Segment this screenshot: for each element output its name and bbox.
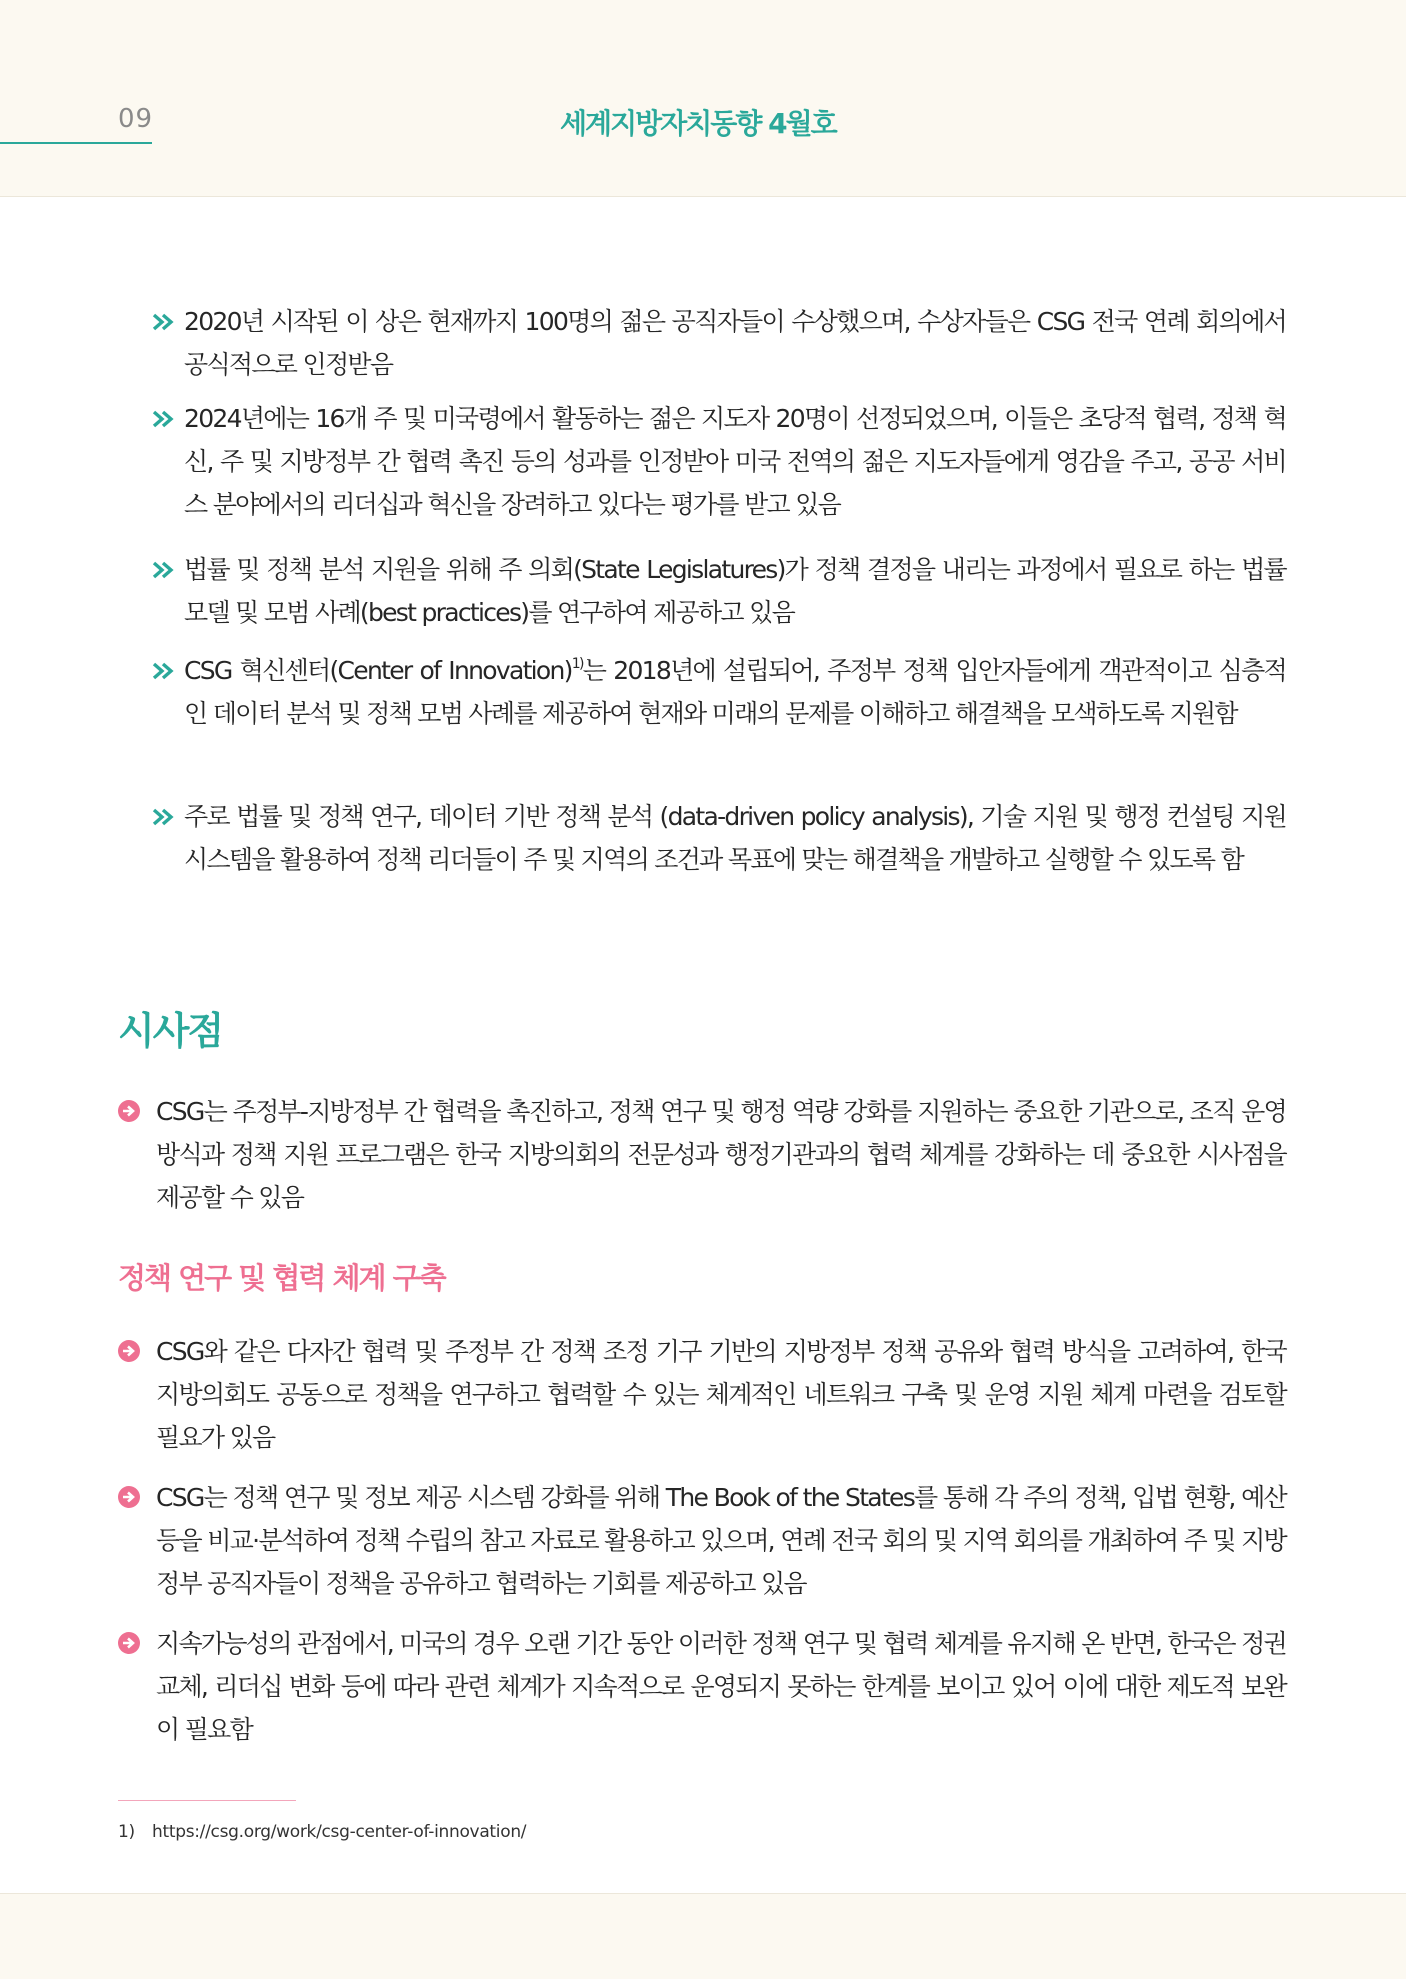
footnote-rule <box>118 1800 296 1801</box>
bullet-item: 법률 및 정책 분석 지원을 위해 주 의회(State Legislatures)가 정책 결정을 내리는 과정에서 필요로 하는 법률 모델 및 모범 사례(best practices)를 연구하여 제공하고 있음 <box>184 555 1286 627</box>
bullet-item: 주로 법률 및 정책 연구, 데이터 기반 정책 분석 (data-driven policy analysis), 기술 지원 및 행정 컨설팅 지원 시스템을 활용하여 정책 리더들이 주 및 지역의 조건과 목표에 맞는 해결책을 개발하고 실행할 수 있도록 함 <box>184 802 1286 874</box>
footnote-reference[interactable]: 1) <box>571 656 583 672</box>
subsection-title: 정책 연구 및 협력 체계 구축 <box>118 1261 445 1295</box>
circle-arrow-right-icon <box>118 1486 140 1508</box>
bullet-item: 2020년 시작된 이 상은 현재까지 100명의 젊은 공직자들이 수상했으며, 수상자들은 CSG 전국 연례 회의에서 공식적으로 인정받음 <box>184 307 1286 379</box>
implication-item: CSG와 같은 다자간 협력 및 주정부 간 정책 조정 기구 기반의 지방정부 정책 공유와 협력 방식을 고려하여, 한국 지방의회도 공동으로 정책을 연구하고 협력할 수 있는 체계적인 네트워크 구축 및 운영 지원 체계 마련을 검토할 필요가 있음 <box>156 1337 1286 1452</box>
section-title: 시사점 <box>118 1009 223 1053</box>
page-header <box>0 0 1406 197</box>
page-number: 09 <box>118 104 154 134</box>
double-chevron-right-icon <box>152 410 178 428</box>
bullet-text: CSG 혁신센터(Center of Innovation) <box>184 656 572 685</box>
bullet-item: 2024년에는 16개 주 및 미국령에서 활동하는 젊은 지도자 20명이 선정되었으며, 이들은 초당적 협력, 정책 혁신, 주 및 지방정부 간 협력 촉진 등의 성과를 인정받아 미국 전역의 젊은 지도자들에게 영감을 주고, 공공 서비스 분야에서의 리더십과 혁신을 장려하고 있다는 평가를 받고 있음 <box>184 404 1286 519</box>
header-rule <box>0 142 152 144</box>
double-chevron-right-icon <box>152 662 178 680</box>
circle-arrow-right-icon <box>118 1100 140 1122</box>
bullet-item <box>184 649 1286 735</box>
bullet-text: 는 2018년에 설립되어, 주정부 정책 입안자들에게 객관적이고 심층적인 데이터 분석 및 정책 모범 사례를 제공하여 현재와 미래의 문제를 이해하고 해결책을 모색하도록 지원함 <box>184 656 1287 728</box>
implication-item: CSG는 정책 연구 및 정보 제공 시스템 강화를 위해 The Book of the States를 통해 각 주의 정책, 입법 현황, 예산 등을 비교·분석하여 정책 수립의 참고 자료로 활용하고 있으며, 연례 전국 회의 및 지역 회의를 개최하여 주 및 지방정부 공직자들이 정책을 공유하고 협력하는 기회를 제공하고 있음 <box>156 1483 1286 1598</box>
section-intro: CSG는 주정부-지방정부 간 협력을 촉진하고, 정책 연구 및 행정 역량 강화를 지원하는 중요한 기관으로, 조직 운영 방식과 정책 지원 프로그램은 한국 지방의회의 전문성과 행정기관과의 협력 체계를 강화하는 데 중요한 시사점을 제공할 수 있음 <box>156 1097 1286 1212</box>
circle-arrow-right-icon <box>118 1340 140 1362</box>
double-chevron-right-icon <box>152 313 178 331</box>
footnote-number: 1) <box>118 1822 135 1842</box>
publication-title: 세계지방자치동향 4월호 <box>560 107 836 140</box>
double-chevron-right-icon <box>152 561 178 579</box>
page-footer <box>0 1893 1406 1979</box>
circle-arrow-right-icon <box>118 1632 140 1654</box>
footnote <box>118 1822 526 1842</box>
implication-item: 지속가능성의 관점에서, 미국의 경우 오랜 기간 동안 이러한 정책 연구 및 협력 체계를 유지해 온 반면, 한국은 정권 교체, 리더십 변화 등에 따라 관련 체계가 지속적으로 운영되지 못하는 한계를 보이고 있어 이에 대한 제도적 보완이 필요함 <box>156 1629 1286 1744</box>
footnote-link[interactable]: https://csg.org/work/csg-center-of-innovation/ <box>152 1822 527 1842</box>
double-chevron-right-icon <box>152 808 178 826</box>
